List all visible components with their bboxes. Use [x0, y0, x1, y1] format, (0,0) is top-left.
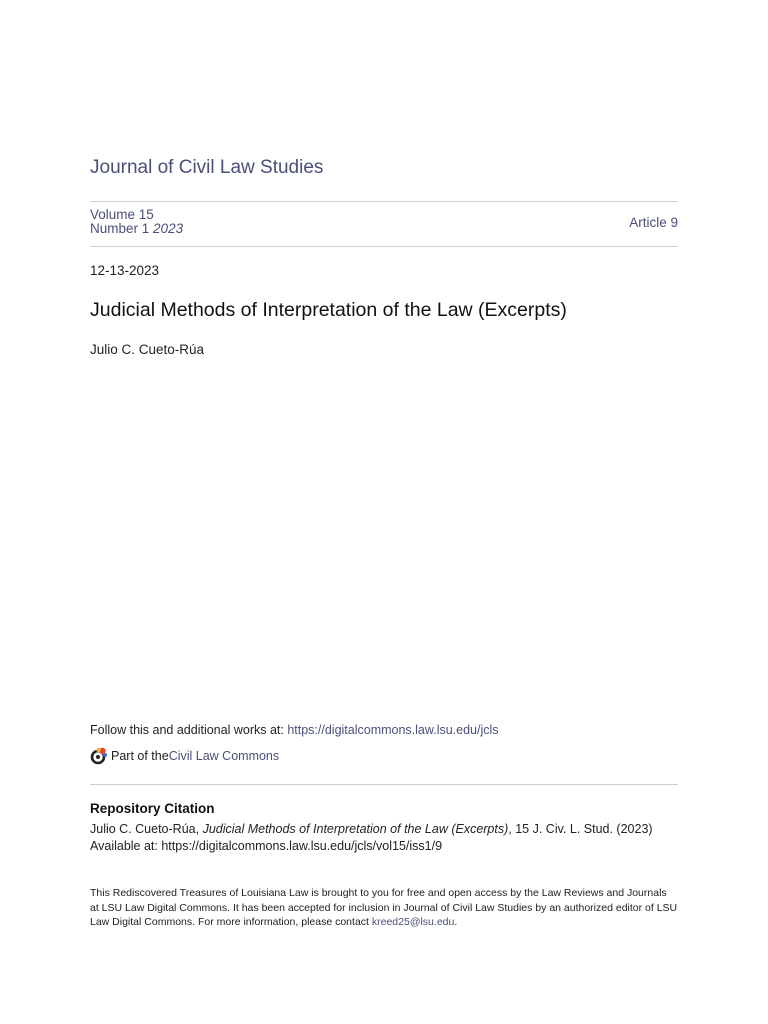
footer-notice	[90, 886, 678, 930]
part-of-prefix: Part of the	[111, 749, 169, 763]
publication-date: 12-13-2023	[90, 263, 160, 278]
citation-available: Available at: https://digitalcommons.law.lsu.edu/jcls/vol15/iss1/9	[90, 839, 443, 853]
author-name: Julio C. Cueto-Rúa	[90, 342, 205, 357]
collection-url-link[interactable]: https://digitalcommons.law.lsu.edu/jcls	[287, 723, 499, 737]
citation-author: Julio C. Cueto-Rúa,	[90, 822, 203, 836]
top-divider	[90, 201, 678, 202]
footer-text: This Rediscovered Treasures of Louisiana Law is brought to you for free and open access by the Law Reviews and Journals at LSU Law Digital Commons. It has been accepted for inclusion in Journal of Civil Law Studies by an authorized editor of LSU Law Digital Commons. For more information, please contact	[90, 887, 678, 928]
citation-title: Judicial Methods of Interpretation of the Law (Excerpts)	[202, 822, 509, 836]
citation-divider	[90, 784, 678, 785]
citation-suffix: , 15 J. Civ. L. Stud. (2023)	[508, 822, 653, 836]
document-title: Judicial Methods of Interpretation of the Law (Excerpts)	[90, 299, 567, 321]
volume-link[interactable]: Volume 15	[90, 207, 154, 222]
civil-law-commons-link[interactable]: Civil Law Commons	[168, 749, 280, 763]
header-divider	[90, 246, 678, 247]
article-number-link[interactable]: Article 9	[629, 215, 678, 230]
repository-citation-heading: Repository Citation	[90, 801, 215, 816]
follow-prefix: Follow this and additional works at:	[90, 723, 288, 737]
contact-email-link[interactable]: kreed25@lsu.edu	[371, 916, 455, 928]
footer-end: .	[454, 916, 458, 928]
follow-line	[90, 723, 499, 737]
part-of-line	[90, 747, 279, 765]
journal-title-link[interactable]: Journal of Civil Law Studies	[90, 157, 324, 178]
volume-info	[90, 208, 183, 236]
repository-citation	[90, 821, 690, 855]
number-link[interactable]: Number 1	[90, 221, 150, 236]
issue-year: 2023	[153, 221, 184, 236]
commons-network-icon	[90, 747, 108, 765]
